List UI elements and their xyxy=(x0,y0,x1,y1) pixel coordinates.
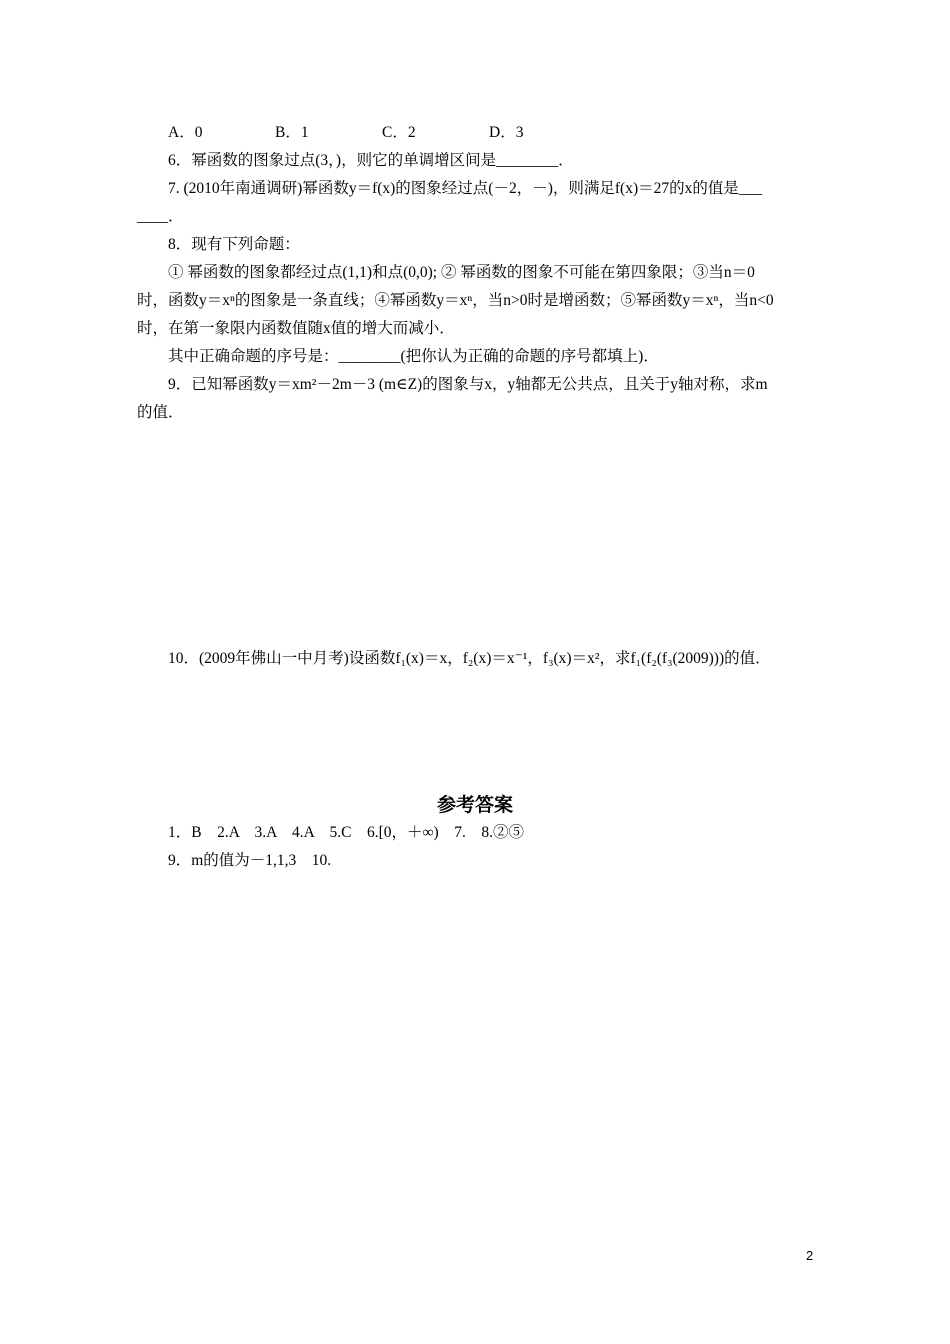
question-8-line-3: 时，在第一象限内函数值随x值的增大而减小． xyxy=(137,320,455,337)
question-10: 10．(2009年佛山一中月考)设函数f₁(x)＝x，f₂(x)＝x⁻¹，f₃(x)＝x²，求f₁(f₂(f₃(2009)))的值． xyxy=(168,650,771,667)
question-8-prompt: 其中正确命题的序号是：________(把你认为正确的命题的序号都填上)． xyxy=(168,348,659,365)
page-number: 2 xyxy=(806,1248,814,1263)
question-6: 6．幂函数的图象过点(3，)，则它的单调增区间是________． xyxy=(168,152,574,169)
answers-line-1: 1．B 2.A 3.A 4.A 5.C 6.[0，＋∞) 7. 8.②⑤ xyxy=(168,824,524,841)
question-8-line-1: ① 幂函数的图象都经过点(1,1)和点(0,0); ② 幂函数的图象不可能在第四象限；③当n＝0 xyxy=(168,264,755,281)
option-c: C．2 xyxy=(382,124,416,141)
option-b: B．1 xyxy=(275,124,309,141)
q5-options xyxy=(168,122,848,144)
option-a: A．0 xyxy=(168,124,203,141)
question-8-intro: 8．现有下列命题： xyxy=(168,236,300,253)
answers-heading: 参考答案 xyxy=(436,794,513,816)
option-d: D．3 xyxy=(489,124,524,141)
question-7-line-2: ____． xyxy=(137,208,184,225)
question-9-line-1: 9．已知幂函数y＝xm²－2m－3 (m∈Z)的图象与x，y轴都无公共点，且关于y轴对称，求m xyxy=(168,376,768,393)
question-7-line-1: 7. (2010年南通调研)幂函数y＝f(x)的图象经过点(－2，－)，则满足f(x)＝27的x的值是___ xyxy=(168,180,763,197)
question-8-line-2: 时，函数y＝xⁿ的图象是一条直线；④幂函数y＝xⁿ，当n>0时是增函数；⑤幂函数y＝xⁿ，当n<0 xyxy=(137,292,774,309)
answers-line-2: 9．m的值为－1,1,3 10. xyxy=(168,852,332,869)
question-9-line-2: 的值． xyxy=(137,404,184,421)
